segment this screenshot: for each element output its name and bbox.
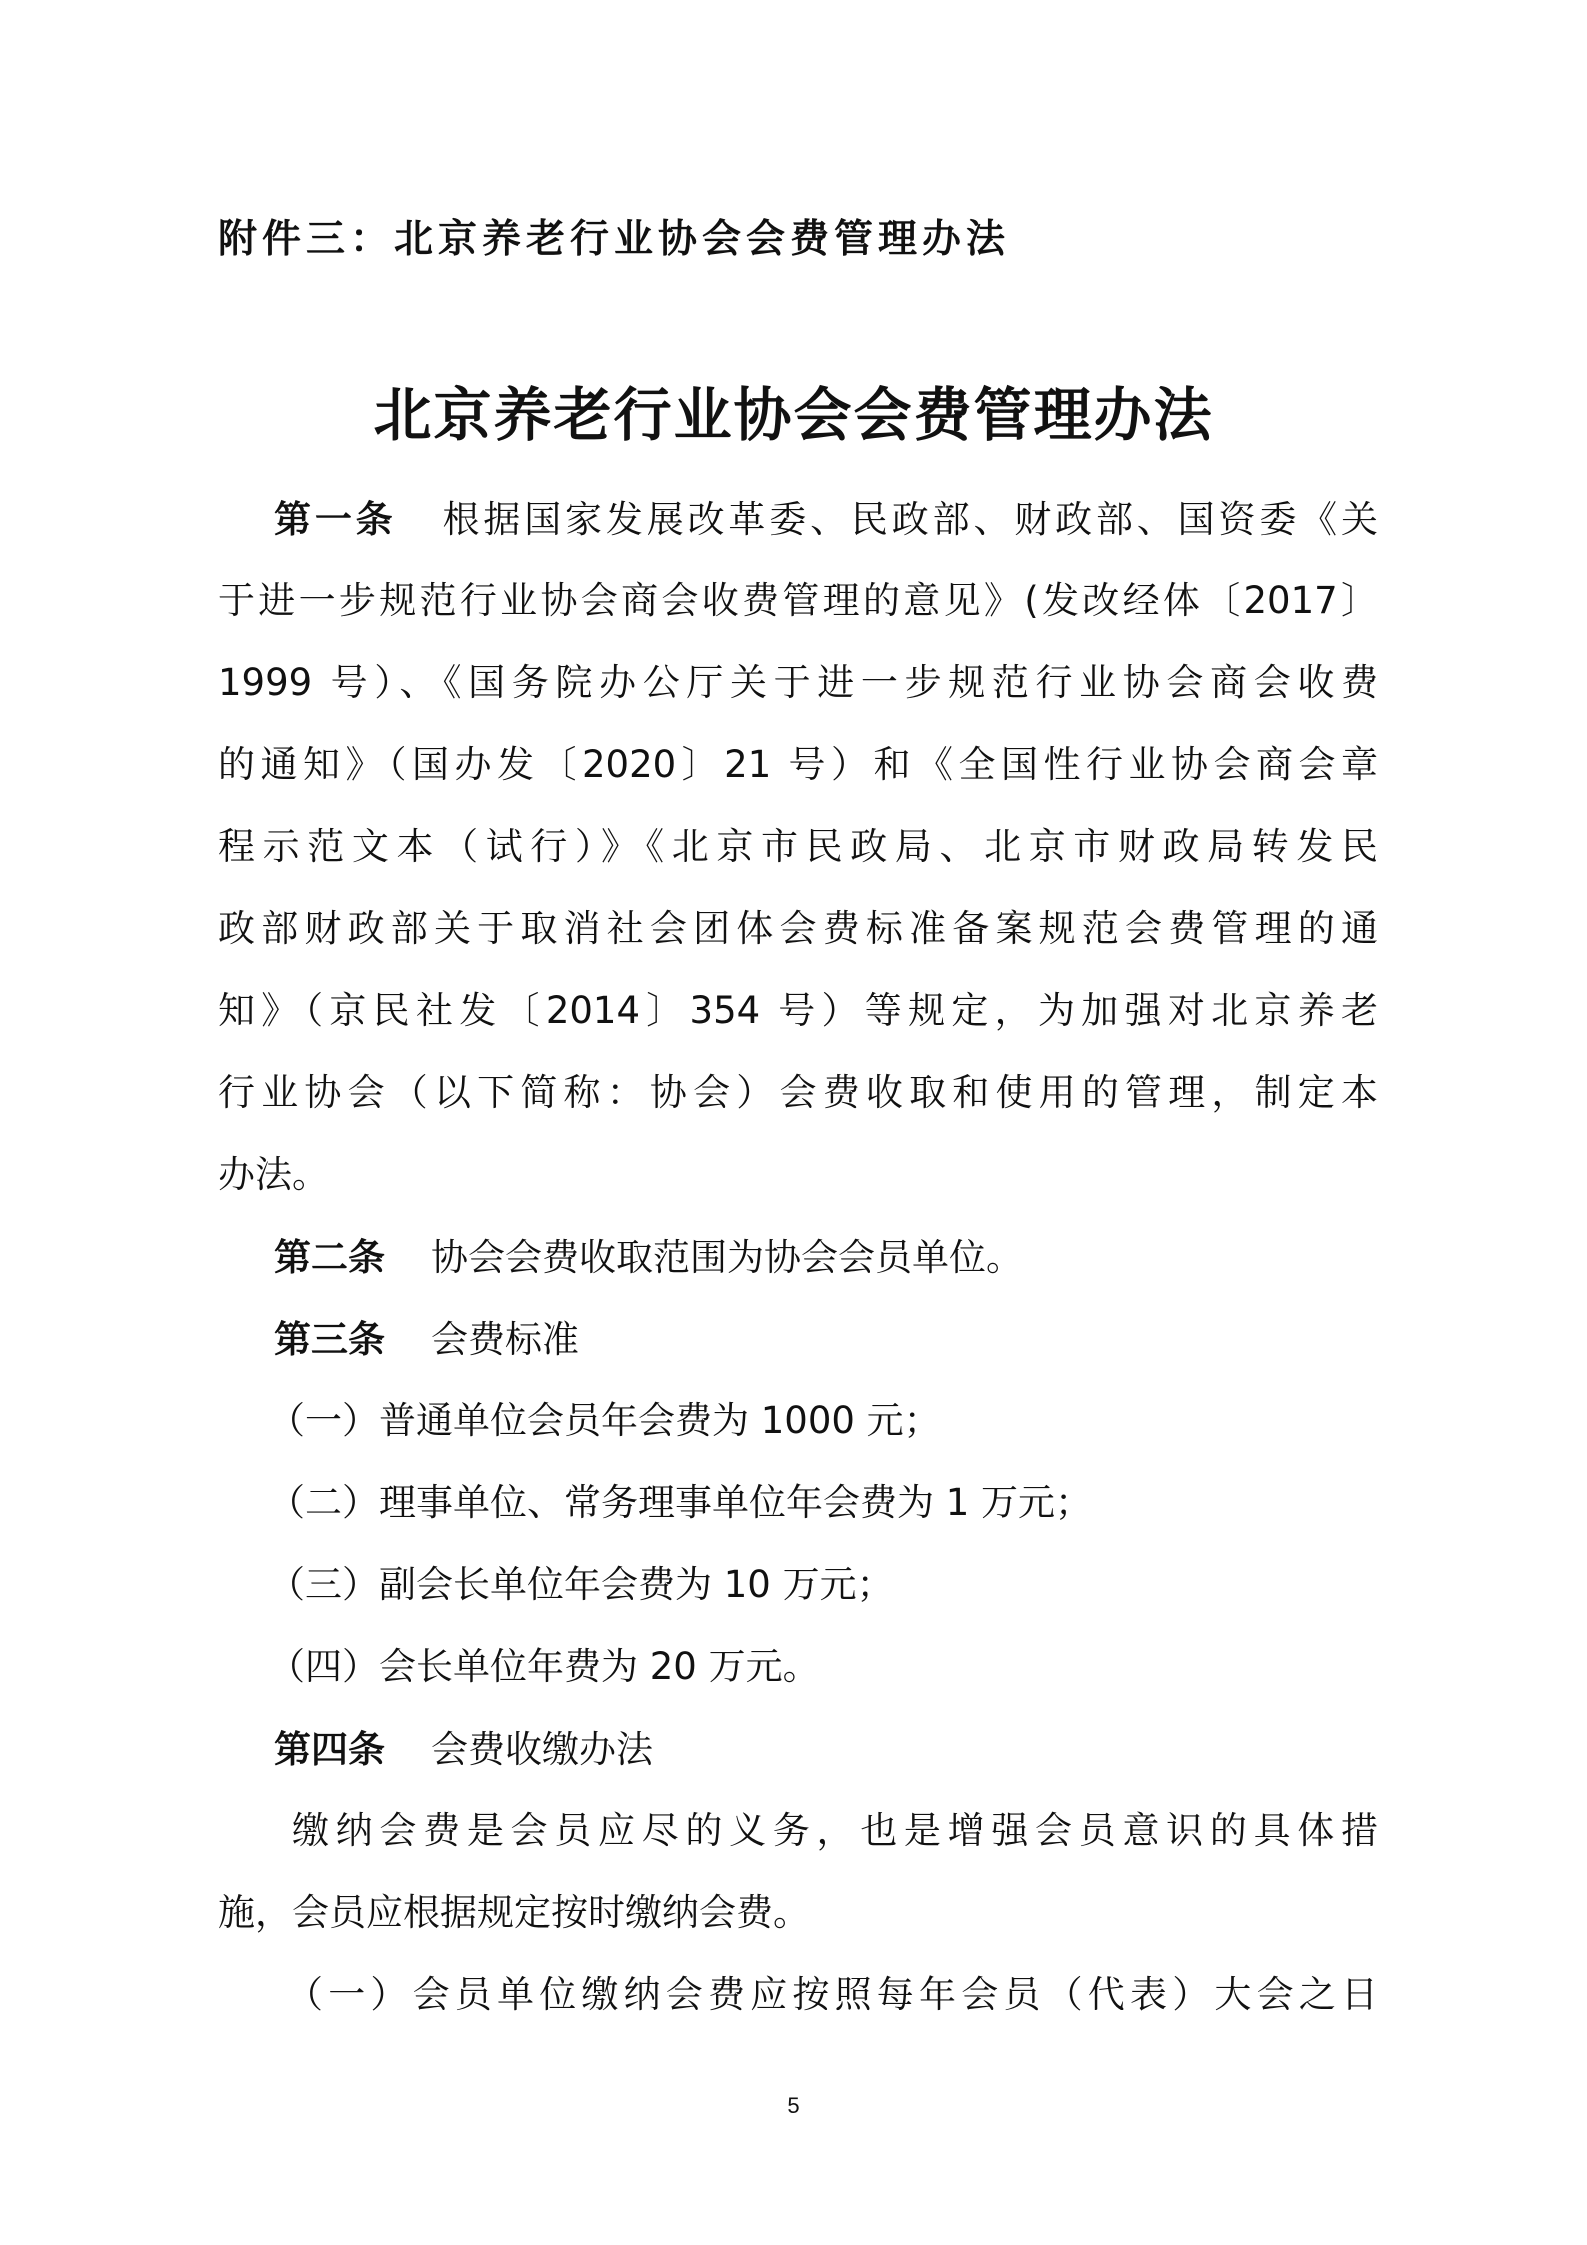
article-1-text: 根据国家发展改革委、民政部、财政部、国资委《关 [442, 498, 1378, 541]
article-1-heading: 第一条 [274, 497, 397, 541]
document-body [218, 478, 1378, 2036]
article-4-paragraph-line: 施，会员应根据规定按时缴纳会费。 [218, 1891, 810, 1934]
article-1-line: 程示范文本（试行）》《北京市民政局、北京市财政局转发民 [218, 825, 1378, 868]
fee-item: （二）理事单位、常务理事单位年会费为 1 万元； [268, 1481, 1093, 1524]
attachment-label: 附件三：北京养老行业协会会费管理办法 [218, 217, 1011, 262]
article-1-line: 的通知》（国办发〔2020〕21 号）和《全国性行业协会商会章 [218, 743, 1378, 786]
article-1-line: 政部财政部关于取消社会团体会费标准备案规范会费管理的通 [218, 907, 1378, 950]
article-3-line [218, 1298, 1378, 1380]
article-4-heading: 第四条 [274, 1727, 385, 1771]
page-number: 5 [787, 2093, 800, 2118]
article-1-line: 于进一步规范行业协会商会收费管理的意见》(发改经体〔2017〕 [218, 579, 1378, 622]
article-2-text: 协会会费收取范围为协会会员单位。 [431, 1236, 1023, 1279]
article-4-text: 会费收缴办法 [431, 1728, 653, 1771]
article-2-heading: 第二条 [274, 1235, 385, 1279]
fee-item: （四）会长单位年费为 20 万元。 [268, 1645, 820, 1688]
article-3-heading: 第三条 [274, 1317, 385, 1361]
article-4-paragraph-line: 缴纳会费是会员应尽的义务，也是增强会员意识的具体措 [292, 1809, 1378, 1852]
fee-item: （一）普通单位会员年会费为 1000 元； [268, 1399, 941, 1442]
document-title: 北京养老行业协会会费管理办法 [373, 381, 1214, 449]
article-1-line [218, 478, 1378, 560]
article-1-line: 知》（京民社发〔2014〕354 号）等规定，为加强对北京养老 [218, 989, 1378, 1032]
fee-item: （三）副会长单位年会费为 10 万元； [268, 1563, 894, 1606]
article-4-item-line: （一）会员单位缴纳会费应按照每年会员（代表）大会之日 [286, 1973, 1378, 2016]
article-3-text: 会费标准 [431, 1318, 579, 1361]
article-1-line: 行业协会（以下简称：协会）会费收取和使用的管理，制定本 [218, 1071, 1378, 1114]
article-2-line [218, 1216, 1378, 1298]
article-1-line: 1999 号）、《国务院办公厅关于进一步规范行业协会商会收费 [218, 661, 1378, 704]
article-1-line: 办法。 [218, 1153, 329, 1196]
article-4-line [218, 1708, 1378, 1790]
